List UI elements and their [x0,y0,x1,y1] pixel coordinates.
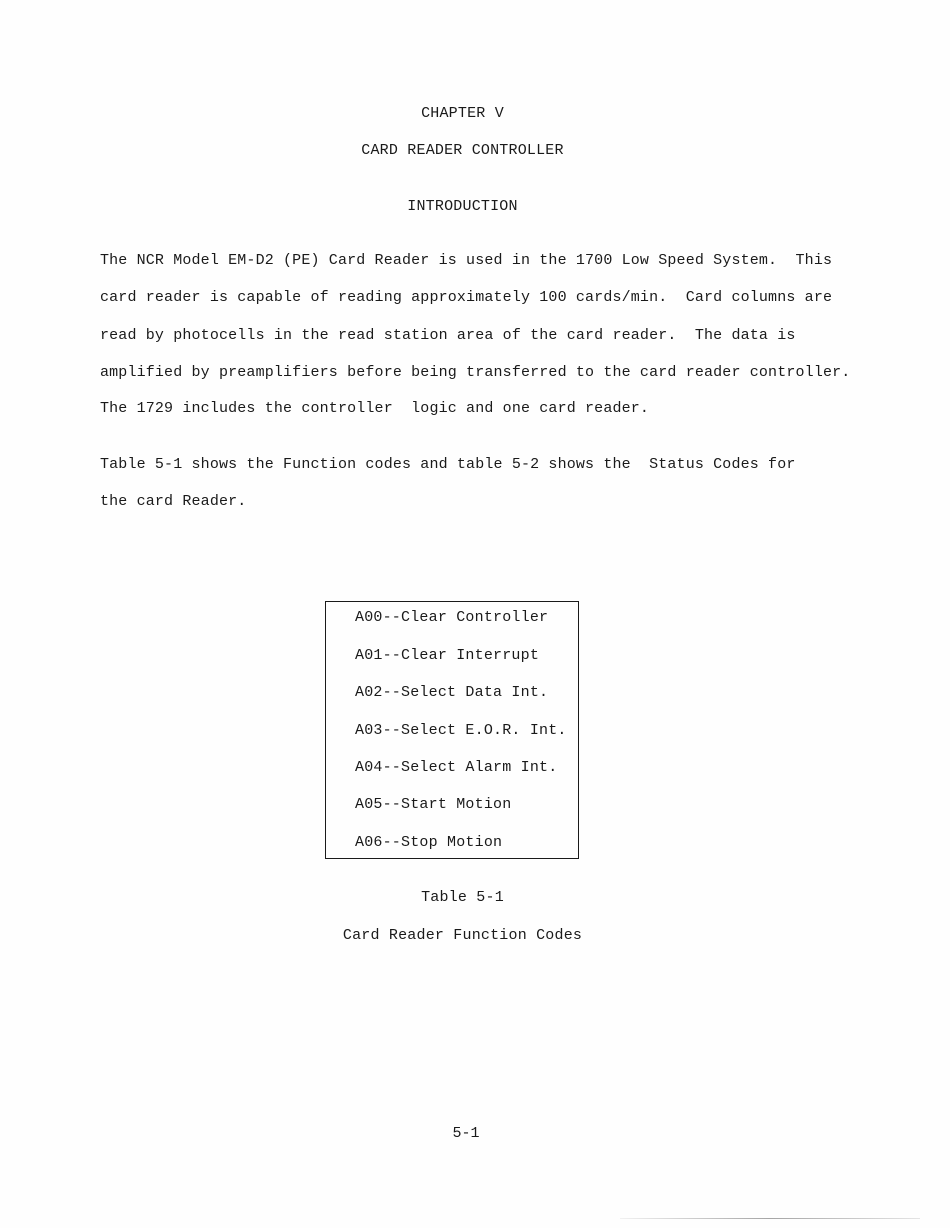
intro-paragraph-line: card reader is capable of reading approximately 100 cards/min. Card columns are [100,289,833,306]
function-code-item: A02--Select Data Int. [355,684,549,701]
reference-paragraph-line: the card Reader. [100,493,247,510]
table-caption: Card Reader Function Codes [342,927,583,944]
function-code-item: A00--Clear Controller [355,609,549,626]
chapter-heading: CHAPTER V [421,105,504,122]
section-heading: INTRODUCTION [407,198,518,215]
chapter-title: CARD READER CONTROLLER [361,142,564,159]
function-code-item: A05--Start Motion [355,796,512,813]
intro-paragraph-line: amplified by preamplifiers before being transferred to the card reader controller. [100,364,851,381]
function-code-item: A01--Clear Interrupt [355,647,540,664]
table-number: Table 5-1 [421,889,504,906]
scan-edge-mark [620,1218,920,1219]
function-code-item: A06--Stop Motion [355,834,503,851]
reference-paragraph-line: Table 5-1 shows the Function codes and table 5-2 shows the Status Codes for [100,456,796,473]
function-code-item: A03--Select E.O.R. Int. [355,722,567,739]
intro-paragraph-line: The NCR Model EM-D2 (PE) Card Reader is used in the 1700 Low Speed System. This [100,252,833,269]
intro-paragraph-line: The 1729 includes the controller logic and one card reader. [100,400,650,417]
function-code-item: A04--Select Alarm Int. [355,759,558,776]
intro-paragraph-line: read by photocells in the read station area of the card reader. The data is [100,327,796,344]
function-codes-table [325,601,579,859]
page-number: 5-1 [452,1125,480,1142]
